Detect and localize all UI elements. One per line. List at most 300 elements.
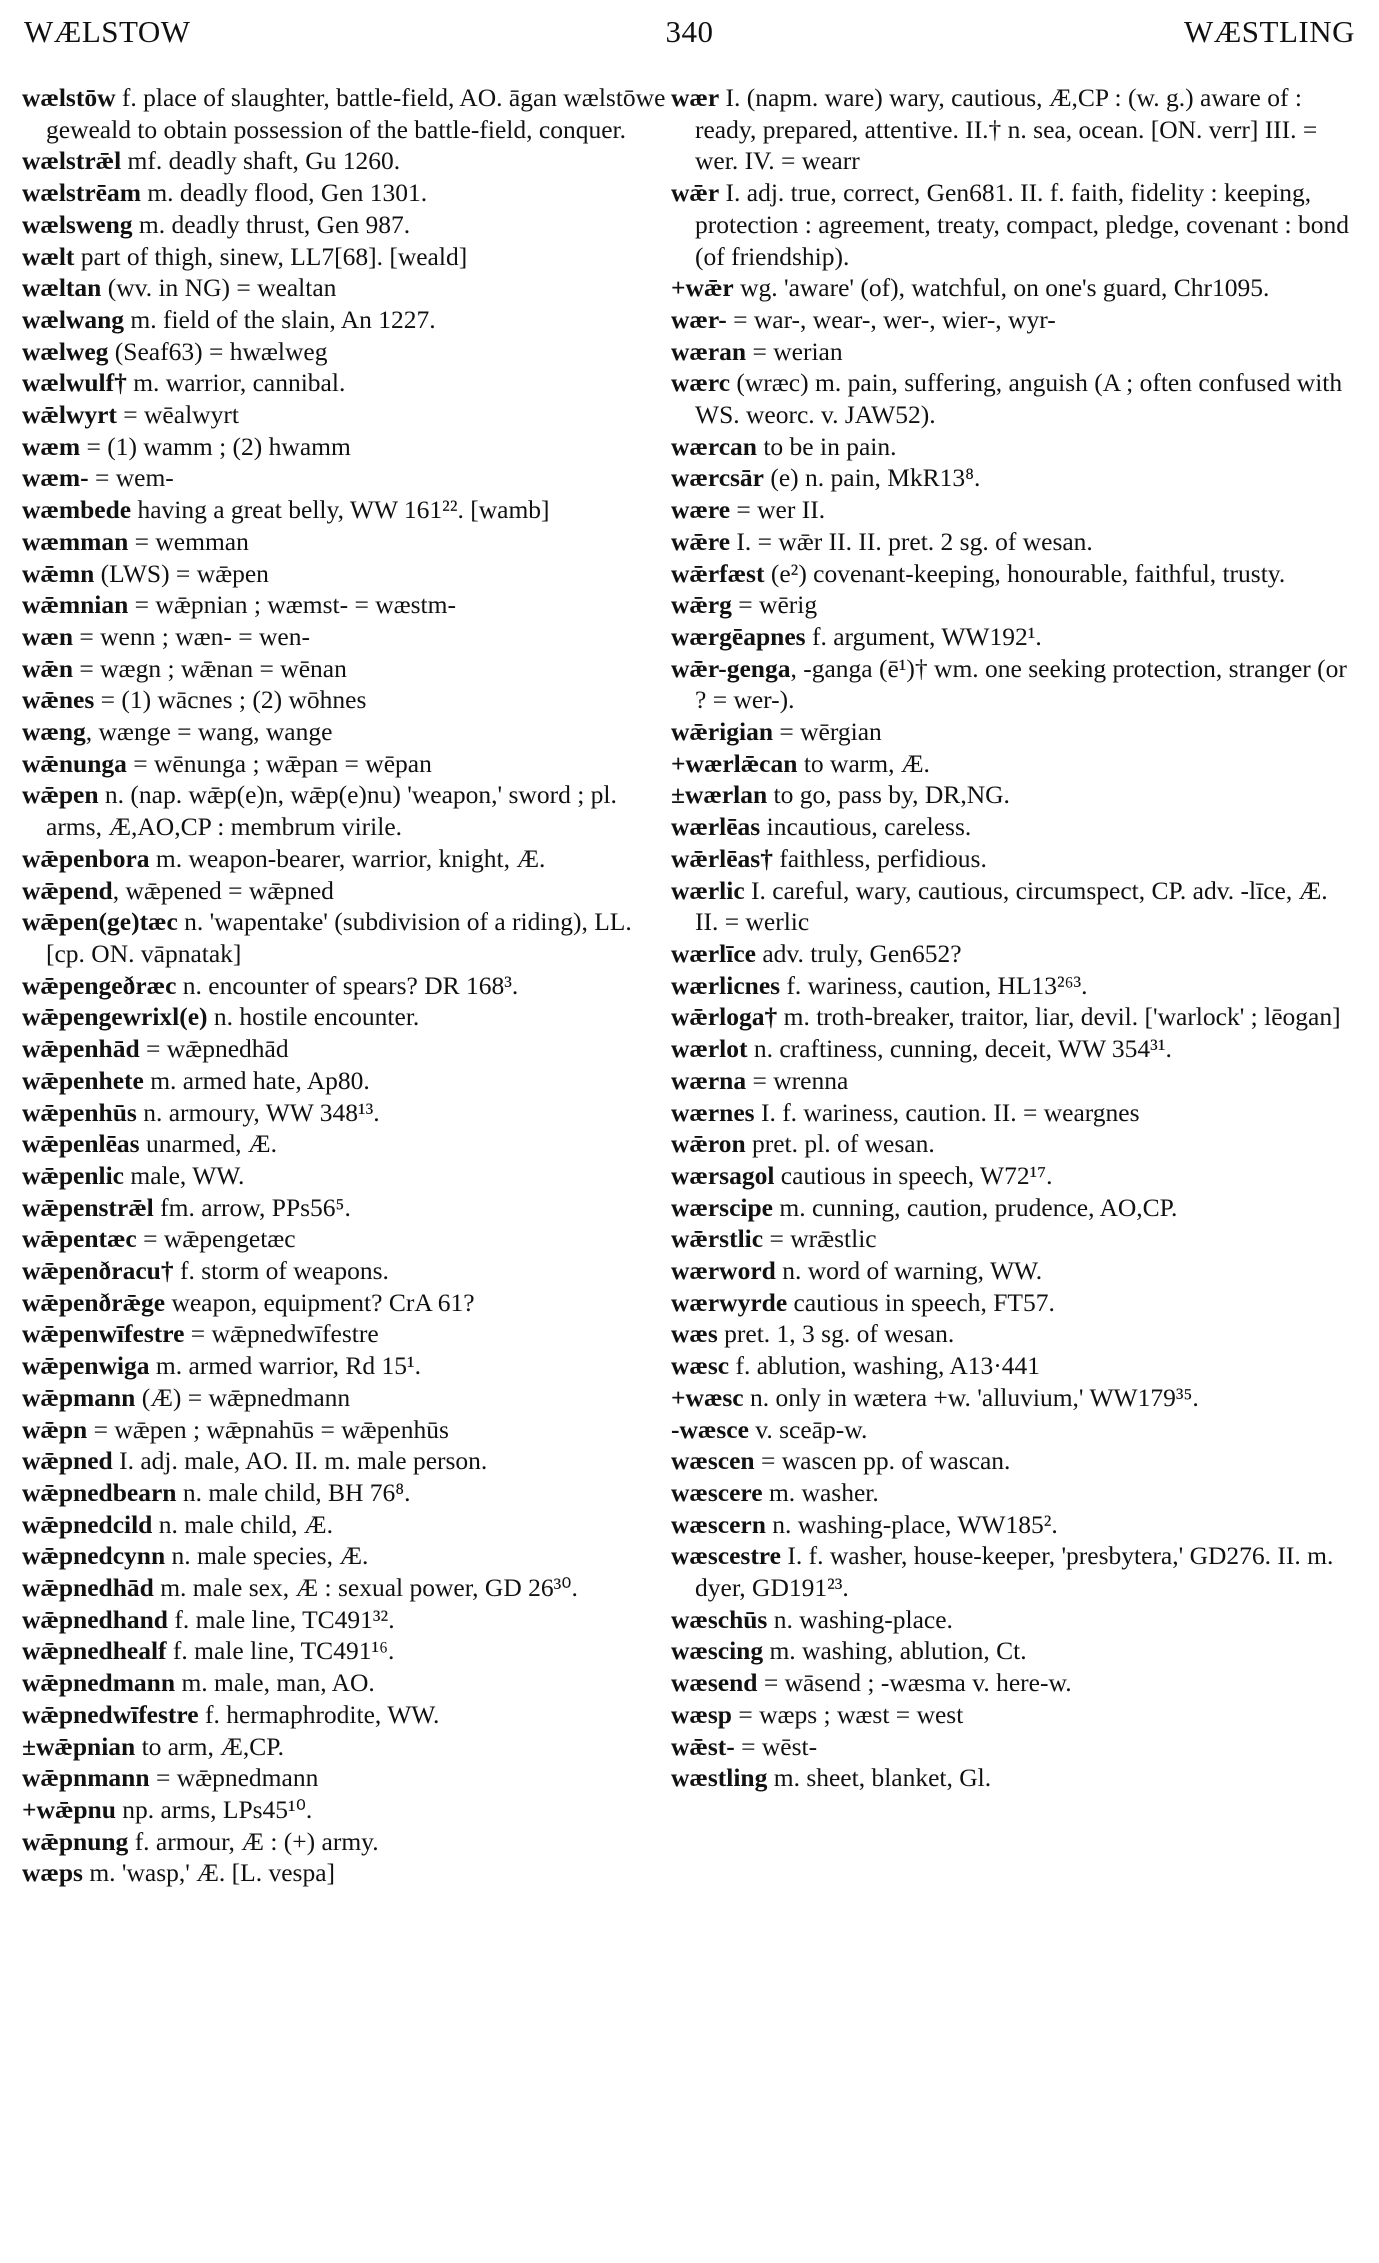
entry-headword: wær — [671, 83, 720, 112]
entry-headword: wærcsār — [671, 463, 764, 493]
dictionary-entry — [671, 1445, 1357, 1477]
entry-headword: wærlot — [671, 1034, 748, 1064]
entry-definition: = wrenna — [746, 1065, 849, 1095]
entry-headword: wǣpn — [22, 1414, 88, 1444]
entry-headword: wæsend — [671, 1668, 758, 1698]
entry-definition: n. male child, BH 76⁸. — [176, 1477, 411, 1507]
dictionary-entry — [22, 1604, 666, 1636]
entry-headword: wælt — [22, 241, 75, 271]
entry-definition: v. sceāp-w. — [748, 1414, 868, 1444]
dictionary-entry — [671, 1699, 1357, 1731]
entry-headword: wǣrg — [671, 590, 732, 620]
entry-definition: = wǣpnedhād — [139, 1034, 289, 1064]
entry-headword: wǣnes — [22, 685, 95, 715]
dictionary-entry — [22, 177, 666, 209]
dictionary-entry — [671, 336, 1357, 368]
entry-headword: wælwang — [22, 304, 125, 334]
entry-definition: part of thigh, sinew, LL7[68]. [weald] — [74, 241, 468, 271]
entry-headword: wǣpenlēas — [22, 1129, 140, 1159]
dictionary-entry — [671, 653, 1357, 716]
dictionary-entry — [22, 621, 666, 653]
dictionary-entry — [22, 1223, 666, 1255]
entry-definition: I. f. wariness, caution. II. = weargnes — [754, 1097, 1140, 1127]
dictionary-entry — [22, 1762, 666, 1794]
entry-headword: wǣpen — [22, 780, 99, 810]
entry-definition: = wemman — [128, 526, 249, 556]
dictionary-entry — [671, 1762, 1357, 1794]
entry-definition: = wem- — [88, 463, 174, 493]
entry-definition: (LWS) = wǣpen — [94, 558, 269, 588]
entry-definition: m. washer. — [762, 1477, 879, 1507]
entry-headword: wǣpnedbearn — [22, 1477, 177, 1507]
entry-definition: n. 'wapentake' (subdivision of a riding), LL. [cp. ON. vāpnatak] — [46, 907, 632, 968]
dictionary-entry — [671, 272, 1357, 304]
entry-headword: wǣpenhete — [22, 1065, 144, 1095]
entry-definition: m. weapon-bearer, warrior, knight, Æ. — [149, 843, 546, 873]
entry-headword: wære — [671, 495, 731, 525]
entry-headword: wæm — [22, 431, 81, 461]
entry-definition: n. encounter of spears? DR 168³. — [176, 970, 519, 1000]
entry-headword: wǣst- — [671, 1731, 735, 1761]
header-first-word: WÆLSTOW — [24, 14, 191, 49]
entry-headword: wǣpenhād — [22, 1034, 140, 1064]
dictionary-entry — [22, 1826, 666, 1858]
entry-definition: = wascen pp. of wascan. — [754, 1446, 1011, 1476]
entry-definition: m. armed hate, Ap80. — [143, 1065, 370, 1095]
left-column — [22, 82, 666, 2263]
entry-headword: wæsc — [671, 1351, 730, 1381]
entry-definition: m. washing, ablution, Ct. — [763, 1636, 1027, 1666]
dictionary-entry — [22, 684, 666, 716]
dictionary-entry — [671, 1033, 1357, 1065]
entry-headword: wǣpnedcynn — [22, 1541, 166, 1571]
entry-headword: +wǣpnu — [22, 1794, 116, 1824]
entry-definition: to arm, Æ,CP. — [135, 1731, 284, 1761]
dictionary-entry — [671, 1477, 1357, 1509]
entry-headword: wǣpengeðræc — [22, 970, 177, 1000]
entry-headword: wærgēapnes — [671, 621, 806, 651]
entry-definition: m. sheet, blanket, Gl. — [767, 1763, 992, 1793]
entry-definition: m. cunning, caution, prudence, AO,CP. — [772, 1192, 1178, 1222]
entry-definition: = wāsend ; -wæsma v. here-w. — [757, 1668, 1072, 1698]
dictionary-entry — [22, 1572, 666, 1604]
entry-definition: = wǣpnian ; wæmst- = wæstm- — [128, 590, 456, 620]
dictionary-entry — [671, 462, 1357, 494]
entry-headword: wǣpenwīfestre — [22, 1319, 185, 1349]
dictionary-entry — [671, 1382, 1357, 1414]
entry-definition: f. ablution, washing, A13·441 — [729, 1351, 1041, 1381]
entry-headword: wǣpnedhād — [22, 1573, 154, 1603]
dictionary-entry — [671, 1414, 1357, 1446]
entry-definition: = wērgian — [773, 717, 882, 747]
entry-definition: I. f. washer, house-keeper, 'presbytera,' GD276. II. m. dyer, GD191²³. — [695, 1541, 1334, 1603]
dictionary-entry — [22, 589, 666, 621]
entry-definition: m. field of the slain, An 1227. — [124, 304, 436, 334]
entry-definition: m. deadly flood, Gen 1301. — [140, 178, 428, 208]
dictionary-entry — [22, 1255, 666, 1287]
entry-definition: cautious in speech, FT57. — [787, 1287, 1055, 1317]
entry-headword: wǣrfæst — [671, 558, 765, 588]
dictionary-entry — [671, 494, 1357, 526]
dictionary-entry — [22, 272, 666, 304]
entry-headword: wǣron — [671, 1129, 746, 1159]
entry-headword: wǣpentæc — [22, 1224, 137, 1254]
entry-headword: wǣlwyrt — [22, 400, 117, 430]
dictionary-entry — [671, 938, 1357, 970]
entry-headword: wǣnunga — [22, 748, 127, 778]
dictionary-entry — [22, 1667, 666, 1699]
entry-headword: wælweg — [22, 336, 109, 366]
entry-headword: wærlic — [671, 875, 745, 905]
entry-definition: n. word of warning, WW. — [775, 1256, 1043, 1286]
dictionary-entry — [22, 1033, 666, 1065]
dictionary-entry — [22, 462, 666, 494]
entry-definition: n. male child, Æ. — [152, 1509, 333, 1539]
dictionary-entry — [671, 304, 1357, 336]
dictionary-entry — [22, 970, 666, 1002]
entry-headword: wær- — [671, 304, 727, 334]
entry-headword: wærcan — [671, 431, 757, 461]
dictionary-entry — [22, 1857, 666, 1889]
dictionary-entry — [22, 494, 666, 526]
dictionary-entry — [22, 209, 666, 241]
entry-headword: wæscern — [671, 1509, 766, 1539]
dictionary-entry — [671, 367, 1357, 430]
dictionary-entry — [22, 653, 666, 685]
entry-definition: n. craftiness, cunning, deceit, WW 354³¹. — [747, 1034, 1172, 1064]
entry-definition: f. place of slaughter, battle-field, AO. āgan wælstōwe geweald to obtain possession of the battle-field, conquer. — [46, 83, 666, 144]
dictionary-entry — [22, 1731, 666, 1763]
entry-definition: = wǣpen ; wǣpnahūs = wǣpenhūs — [87, 1414, 449, 1444]
entry-headword: wǣpenhūs — [22, 1097, 137, 1127]
dictionary-entry — [671, 1731, 1357, 1763]
entry-definition: f. armour, Æ : (+) army. — [128, 1826, 379, 1856]
dictionary-entry — [22, 748, 666, 780]
entry-headword: wǣpen(ge)tæc — [22, 907, 178, 937]
entry-definition: = werian — [746, 336, 843, 366]
entry-definition: = wēalwyrt — [116, 400, 239, 430]
dictionary-entry — [22, 1445, 666, 1477]
dictionary-entry — [671, 431, 1357, 463]
entry-definition: n. (nap. wǣp(e)n, wǣp(e)nu) 'weapon,' sword ; pl. arms, Æ,AO,CP : membrum virile. — [46, 780, 617, 842]
dictionary-entry — [22, 1318, 666, 1350]
dictionary-entry — [22, 1128, 666, 1160]
entry-definition: = wægn ; wǣnan = wēnan — [73, 653, 347, 683]
entry-definition: m. armed warrior, Rd 15¹. — [149, 1351, 421, 1381]
entry-definition: m. male, man, AO. — [175, 1668, 375, 1698]
entry-definition: f. hermaphrodite, WW. — [198, 1699, 440, 1729]
entry-definition: = (1) wācnes ; (2) wōhnes — [94, 685, 367, 715]
entry-definition: m. male sex, Æ : sexual power, GD 26³⁰. — [153, 1573, 578, 1603]
dictionary-entry — [22, 1635, 666, 1667]
dictionary-entry — [671, 843, 1357, 875]
entry-headword: wǣpnedhand — [22, 1604, 168, 1634]
entry-definition: m. troth-breaker, traitor, liar, devil. ['warlock' ; lēogan] — [777, 1002, 1341, 1032]
dictionary-entry — [671, 1001, 1357, 1033]
entry-headword: wǣr — [671, 178, 720, 208]
entry-headword: wæscestre — [671, 1541, 781, 1571]
entry-headword: wǣpenðrǣge — [22, 1287, 166, 1317]
entry-headword: wærlicnes — [671, 970, 781, 1000]
entry-definition: mf. deadly shaft, Gu 1260. — [121, 146, 401, 176]
entry-definition: I. adj. male, AO. II. m. male person. — [112, 1446, 488, 1476]
entry-headword: wǣpenlic — [22, 1160, 124, 1190]
dictionary-entry — [22, 558, 666, 590]
entry-definition: I. = wǣr II. II. pret. 2 sg. of wesan. — [730, 526, 1093, 556]
dictionary-entry — [671, 875, 1357, 938]
dictionary-entry — [671, 1667, 1357, 1699]
entry-headword: wælstrēam — [22, 178, 141, 208]
entry-headword: wærnes — [671, 1097, 755, 1127]
entry-headword: wǣpnedcild — [22, 1509, 153, 1539]
dictionary-entry — [671, 1128, 1357, 1160]
entry-headword: wælstōw — [22, 83, 116, 112]
entry-definition: f. wariness, caution, HL13²⁶³. — [780, 970, 1088, 1000]
entry-headword: wǣpmann — [22, 1382, 136, 1412]
entry-definition: f. storm of weapons. — [173, 1256, 389, 1286]
entry-definition: m. 'wasp,' Æ. [L. vespa] — [82, 1858, 336, 1888]
entry-definition: n. washing-place. — [767, 1604, 953, 1634]
entry-headword: ±wǣpnian — [22, 1731, 136, 1761]
entry-headword: +wǣr — [671, 273, 734, 303]
entry-headword: wæmbede — [22, 495, 132, 525]
dictionary-entry — [671, 177, 1357, 272]
entry-definition: = wēnunga ; wǣpan = wēpan — [126, 748, 432, 778]
dictionary-entry — [22, 145, 666, 177]
entry-headword: wærwyrde — [671, 1287, 788, 1317]
dictionary-entry — [671, 1192, 1357, 1224]
entry-headword: wæran — [671, 336, 747, 366]
entry-headword: wæstling — [671, 1763, 768, 1793]
entry-definition: m. deadly thrust, Gen 987. — [132, 209, 411, 239]
entry-headword: wælwulf† — [22, 368, 127, 398]
entry-definition: n. armoury, WW 348¹³. — [136, 1097, 380, 1127]
dictionary-entry — [671, 1097, 1357, 1129]
entry-headword: wælstrǣl — [22, 146, 122, 176]
dictionary-entry — [22, 1414, 666, 1446]
entry-definition: n. only in wætera +w. 'alluvium,' WW179³⁵. — [743, 1382, 1199, 1412]
right-column — [671, 82, 1357, 2263]
entry-headword: wæsp — [671, 1699, 732, 1729]
entry-definition: (e) n. pain, MkR13⁸. — [764, 463, 981, 493]
entry-definition: having a great belly, WW 161²². [wamb] — [131, 495, 550, 525]
entry-definition: (wv. in NG) = wealtan — [101, 273, 337, 303]
dictionary-entry — [671, 1318, 1357, 1350]
dictionary-entry — [22, 1065, 666, 1097]
dictionary-entry — [671, 970, 1357, 1002]
page-number: 340 — [665, 14, 714, 49]
dictionary-entry — [671, 1635, 1357, 1667]
dictionary-entry — [22, 716, 666, 748]
dictionary-entry — [671, 1065, 1357, 1097]
entry-headword: wæs — [671, 1319, 718, 1349]
entry-headword: wærc — [671, 368, 731, 398]
entry-definition: n. washing-place, WW185². — [765, 1509, 1058, 1539]
entry-definition: unarmed, Æ. — [139, 1129, 277, 1159]
dictionary-entry — [22, 431, 666, 463]
entry-headword: +wæsc — [671, 1382, 744, 1412]
entry-headword: wǣrlēas† — [671, 843, 773, 873]
entry-headword: wæn — [22, 621, 74, 651]
entry-definition: wg. 'aware' (of), watchful, on one's guard, Chr1095. — [733, 273, 1270, 303]
entry-headword: wǣmn — [22, 558, 95, 588]
entry-headword: +wærlǣcan — [671, 748, 798, 778]
entry-headword: wærna — [671, 1065, 747, 1095]
dictionary-entry — [671, 1604, 1357, 1636]
entry-headword: wǣre — [671, 526, 731, 556]
entry-definition: f. male line, TC491¹⁶. — [166, 1636, 395, 1666]
dictionary-entry — [671, 1350, 1357, 1382]
dictionary-entry — [22, 779, 666, 842]
dictionary-entry — [22, 1509, 666, 1541]
entry-headword: wælsweng — [22, 209, 133, 239]
dictionary-entry — [671, 811, 1357, 843]
entry-headword: wǣmnian — [22, 590, 129, 620]
entry-definition: f. male line, TC491³². — [168, 1604, 395, 1634]
dictionary-entry — [22, 1382, 666, 1414]
dictionary-entry — [671, 526, 1357, 558]
entry-definition: faithless, perfidious. — [772, 843, 987, 873]
entry-headword: wæps — [22, 1858, 83, 1888]
entry-headword: wærlēas — [671, 812, 761, 842]
entry-definition: adv. truly, Gen652? — [755, 938, 962, 968]
dictionary-entry — [22, 82, 666, 145]
dictionary-entry — [22, 526, 666, 558]
entry-headword: wǣpnedwīfestre — [22, 1699, 199, 1729]
entry-definition: n. hostile encounter. — [207, 1002, 420, 1032]
entry-headword: wǣpengewrixl(e) — [22, 1002, 208, 1032]
dictionary-entry — [22, 1097, 666, 1129]
entry-definition: incautious, careless. — [760, 812, 972, 842]
entry-definition: = wǣpnedwīfestre — [184, 1319, 379, 1349]
dictionary-entry — [22, 1540, 666, 1572]
dictionary-entry — [22, 1699, 666, 1731]
dictionary-entry — [22, 336, 666, 368]
entry-definition: (Seaf63) = hwælweg — [108, 336, 328, 366]
entry-definition: n. male species, Æ. — [165, 1541, 369, 1571]
entry-definition: male, WW. — [124, 1160, 245, 1190]
entry-headword: wǣrstlic — [671, 1224, 764, 1254]
entry-definition: = (1) wamm ; (2) hwamm — [80, 431, 351, 461]
entry-definition: = wer II. — [730, 495, 826, 525]
entry-definition: = wērig — [731, 590, 818, 620]
dictionary-entry — [22, 875, 666, 907]
entry-definition: = wǣpnedmann — [149, 1763, 319, 1793]
entry-definition: f. argument, WW192¹. — [805, 621, 1042, 651]
entry-headword: wæm- — [22, 463, 89, 493]
entry-headword: wærlīce — [671, 938, 756, 968]
entry-definition: , wǣpened = wǣpned — [112, 875, 334, 905]
entry-headword: wæmman — [22, 526, 129, 556]
dictionary-entry — [671, 1509, 1357, 1541]
entry-definition: cautious in speech, W72¹⁷. — [774, 1160, 1053, 1190]
entry-definition: = wēst- — [734, 1731, 818, 1761]
entry-headword: wærscipe — [671, 1192, 773, 1222]
dictionary-entry — [22, 1287, 666, 1319]
dictionary-entry — [671, 82, 1357, 177]
entry-definition: pret. pl. of wesan. — [745, 1129, 935, 1159]
dictionary-entry — [22, 399, 666, 431]
dictionary-entry — [22, 1477, 666, 1509]
dictionary-entry — [22, 241, 666, 273]
entry-headword: wæng — [22, 717, 86, 747]
entry-headword: wæltan — [22, 273, 102, 303]
entry-headword: wǣn — [22, 653, 74, 683]
entry-definition: = wæps ; wæst = west — [731, 1699, 964, 1729]
dictionary-entry — [671, 1223, 1357, 1255]
dictionary-entry — [671, 748, 1357, 780]
entry-headword: ±wærlan — [671, 780, 768, 810]
entry-headword: wǣpenwiga — [22, 1351, 150, 1381]
entry-definition: = war-, wear-, wer-, wier-, wyr- — [726, 304, 1056, 334]
entry-definition: I. adj. true, correct, Gen681. II. f. faith, fidelity : keeping, protection : agreement, treaty, compact, pledge, covenant : bond (of friendship). — [695, 178, 1350, 271]
dictionary-entry — [671, 1540, 1357, 1603]
entry-definition: I. careful, wary, cautious, circumspect, CP. adv. -līce, Æ. II. = werlic — [695, 875, 1328, 937]
dictionary-entry — [22, 1192, 666, 1224]
dictionary-entry — [22, 367, 666, 399]
entry-headword: wǣpnedmann — [22, 1668, 176, 1698]
entry-definition: = wrǣstlic — [763, 1224, 877, 1254]
dictionary-entry — [671, 589, 1357, 621]
dictionary-entry — [671, 621, 1357, 653]
entry-headword: -wæsce — [671, 1414, 749, 1444]
entry-headword: wǣpnung — [22, 1826, 129, 1856]
entry-definition: , wænge = wang, wange — [85, 717, 333, 747]
entry-definition: to warm, Æ. — [797, 748, 930, 778]
entry-headword: wǣpnedhealf — [22, 1636, 167, 1666]
dictionary-entry — [22, 1350, 666, 1382]
dictionary-entry — [22, 304, 666, 336]
entry-definition: (Æ) = wǣpnedmann — [135, 1382, 351, 1412]
entry-definition: I. (napm. ware) wary, cautious, Æ,CP : (w. g.) aware of : ready, prepared, attentive. II.† n. sea, ocean. [ON. verr] III. = wer. IV. = wearr — [695, 83, 1318, 176]
entry-definition: = wenn ; wæn- = wen- — [73, 621, 310, 651]
entry-headword: wærword — [671, 1256, 776, 1286]
entry-definition: weapon, equipment? CrA 61? — [165, 1287, 475, 1317]
dictionary-entry — [22, 1001, 666, 1033]
dictionary-entry — [671, 1160, 1357, 1192]
entry-definition: to be in pain. — [756, 431, 897, 461]
entry-definition: , -ganga (ē¹)† wm. one seeking protection, stranger (or ? = wer-). — [695, 653, 1347, 715]
dictionary-entry — [22, 843, 666, 875]
entry-headword: wǣpenðracu† — [22, 1256, 174, 1286]
entry-headword: wǣr-genga — [671, 653, 791, 683]
entry-headword: wǣrigian — [671, 717, 773, 747]
entry-definition: = wǣpengetæc — [136, 1224, 296, 1254]
entry-headword: wæschūs — [671, 1604, 768, 1634]
header-last-word: WÆSTLING — [1183, 14, 1355, 49]
dictionary-entry — [671, 1255, 1357, 1287]
dictionary-entry — [671, 1287, 1357, 1319]
entry-headword: wǣrloga† — [671, 1002, 778, 1032]
dictionary-entry — [671, 558, 1357, 590]
entry-headword: wærsagol — [671, 1160, 775, 1190]
entry-headword: wæscen — [671, 1446, 755, 1476]
entry-headword: wæscing — [671, 1636, 764, 1666]
entry-headword: wǣpned — [22, 1446, 113, 1476]
entry-headword: wǣpenbora — [22, 843, 150, 873]
entry-definition: pret. 1, 3 sg. of wesan. — [717, 1319, 955, 1349]
entry-headword: wǣpnmann — [22, 1763, 150, 1793]
entry-definition: (e²) covenant-keeping, honourable, faithful, trusty. — [764, 558, 1286, 588]
entry-definition: fm. arrow, PPs56⁵. — [153, 1192, 351, 1222]
dictionary-entry — [22, 906, 666, 969]
dictionary-entry — [22, 1160, 666, 1192]
entry-definition: np. arms, LPs45¹⁰. — [115, 1794, 313, 1824]
entry-definition: to go, pass by, DR,NG. — [767, 780, 1010, 810]
entry-headword: wǣpend — [22, 875, 113, 905]
entry-headword: wæscere — [671, 1477, 763, 1507]
dictionary-entry — [22, 1794, 666, 1826]
